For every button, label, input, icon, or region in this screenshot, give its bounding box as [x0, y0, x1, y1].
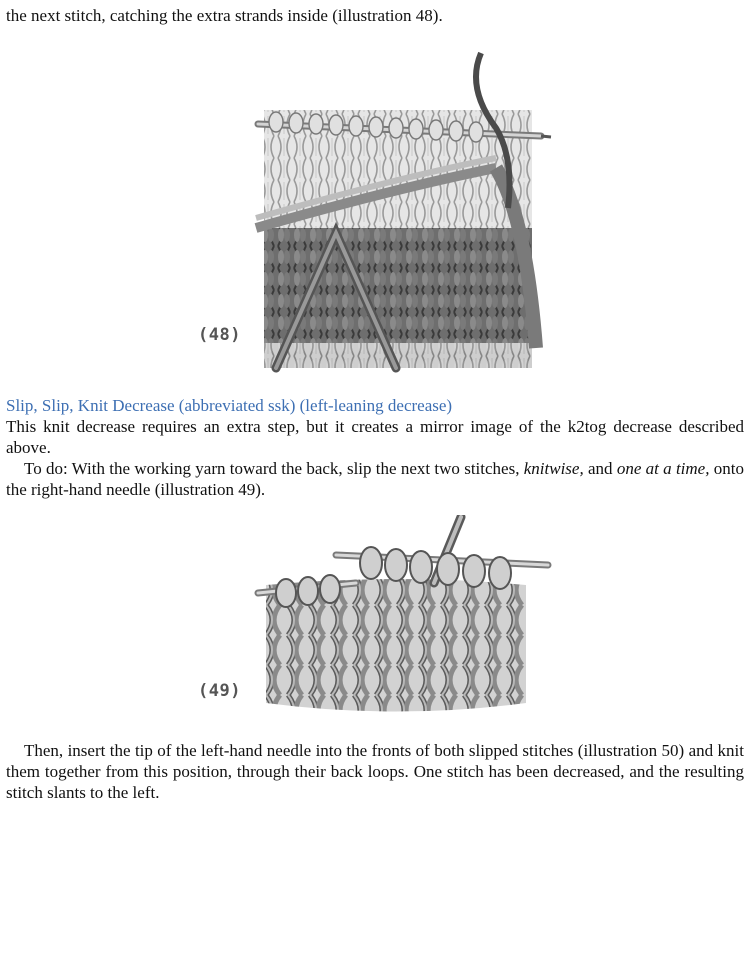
knitting-illustration-49: [196, 515, 556, 720]
paragraph-then-insert: Then, insert the tip of the left-hand needle into the fronts of both slipped stitches (illustration 50) and knit them together from this position, through their back loops. One stitch has been decreased, and the resulting stitch slants to the left.: [6, 741, 744, 802]
illustration-49: [196, 515, 556, 720]
paragraph-intro-ssk: This knit decrease requires an extra step, but it creates a mirror image of the k2tog decrease described above.: [6, 417, 744, 457]
illustration-48: [196, 48, 556, 378]
paragraph-catching-strands: the next stitch, catching the extra strands inside (illustration 48).: [6, 6, 443, 25]
todo-text-part1: To do: With the working yarn toward the back, slip the next two stitches,: [24, 459, 524, 478]
knitting-illustration-48: [196, 48, 556, 378]
todo-text-part3: onto the right-hand needle (illustration 49).: [6, 459, 744, 499]
section-heading-ssk: Slip, Slip, Knit Decrease (abbreviated ssk) (left-leaning decrease): [6, 396, 453, 415]
figure-label-48: (48): [198, 325, 241, 345]
figure-label-49: (49): [198, 681, 241, 701]
todo-emphasis-knitwise: knitwise,: [523, 459, 584, 478]
todo-text-part2: and: [583, 459, 617, 478]
todo-emphasis-one-at-a-time: one at a time,: [616, 459, 710, 478]
paragraph-to-do: [6, 458, 744, 500]
